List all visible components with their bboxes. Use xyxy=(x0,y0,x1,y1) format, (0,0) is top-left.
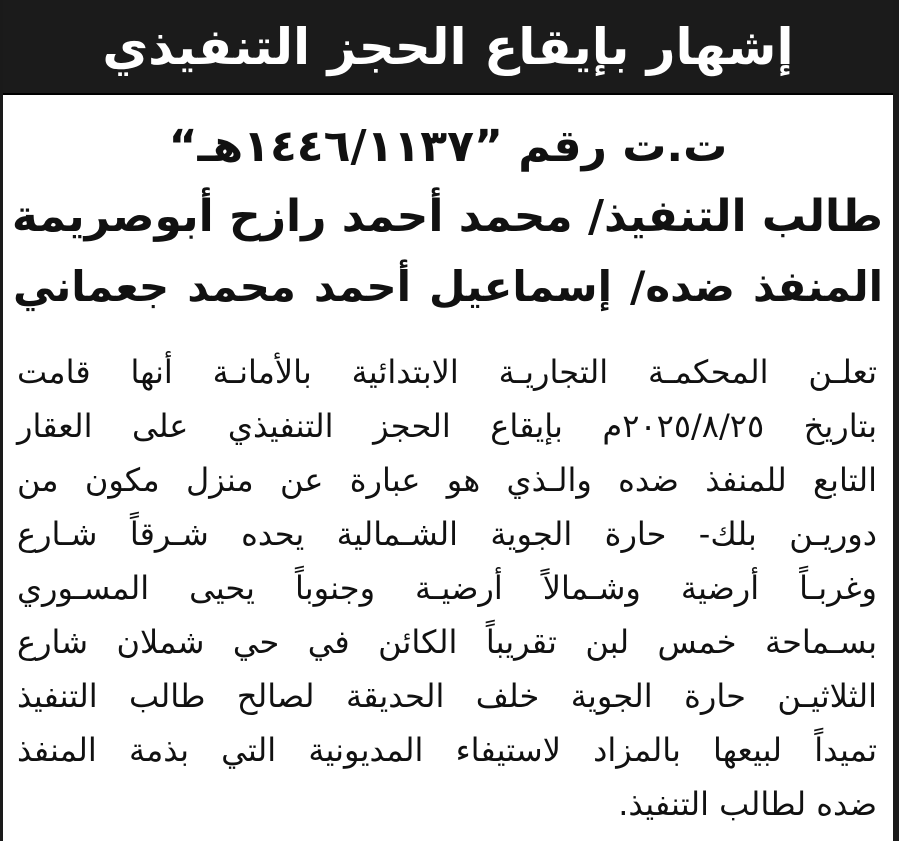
notice-title: إشهار بإيقاع الحجز التنفيذي xyxy=(102,17,794,76)
header-bar xyxy=(3,0,893,95)
notice-body xyxy=(17,345,877,831)
body-line: ضده لطالب التنفيذ. xyxy=(618,785,877,823)
respondent-line: المنفذ ضده/ إسماعيل أحمد محمد جعماني xyxy=(13,262,883,311)
case-heading xyxy=(13,112,883,322)
body-line: بتاريخ ٢٠٢٥/٨/٢٥م بإيقاع الحجز التنفيذي على العقار xyxy=(17,407,878,445)
body-line: التابع للمنفذ ضده والـذي هو عبارة عن منزل مكون من xyxy=(17,461,877,499)
body-line: دوريـن بلك- حارة الجوية الشـمالية يحده شـرقاً شـارع xyxy=(17,515,877,553)
body-line: وغربـاً أرضية وشـمالاً أرضيـة وجنوباً يحيى المسـوري xyxy=(17,569,877,607)
body-line: بسـماحة خمس لبن تقريباً الكائن في حي شملان شارع xyxy=(17,623,877,661)
claimant-line: طالب التنفيذ/ محمد أحمد رازح أبوصريمة xyxy=(11,191,883,242)
case-number: ت.ت رقم ”١٤٤٦/١١٣٧هـ“ xyxy=(168,121,728,172)
body-line: تميداً لبيعها بالمزاد لاستيفاء المديونية التي بذمة المنفذ xyxy=(17,731,877,769)
body-line: الثلاثيـن حارة الجوية خلف الحديقة لصالح طالب التنفيذ xyxy=(17,677,877,715)
body-line: تعلـن المحكمـة التجاريـة الابتدائية بالأمانـة أنها قامت xyxy=(17,353,877,391)
